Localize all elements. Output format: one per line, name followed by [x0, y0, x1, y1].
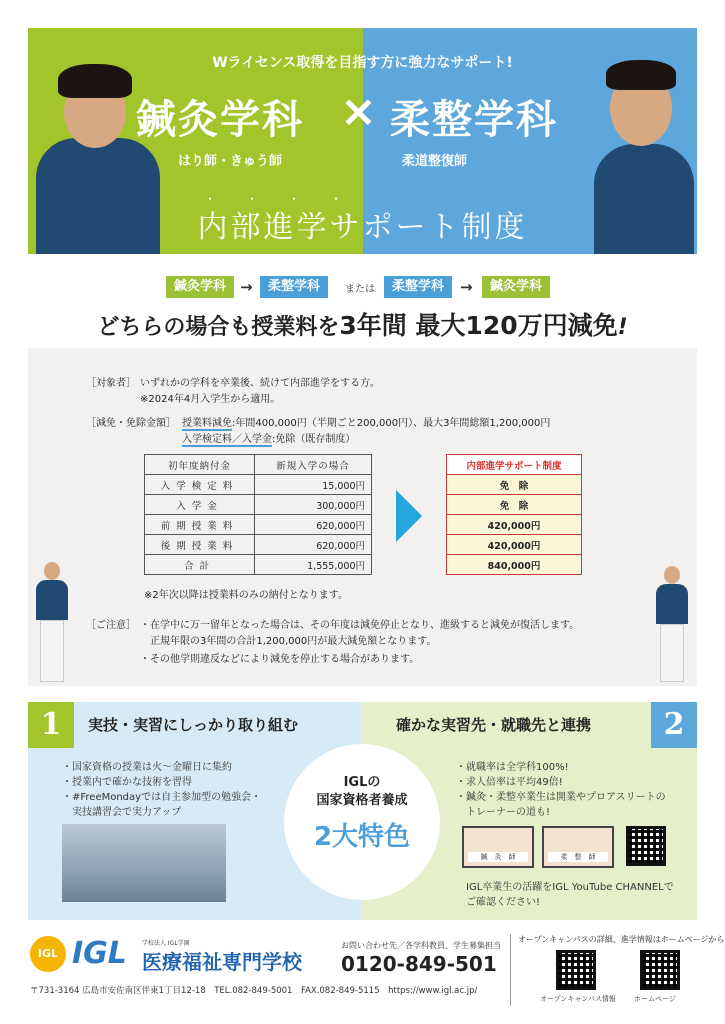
dept-judo-subtitle: 柔道整復師: [402, 154, 468, 169]
arrow-right-icon: [396, 490, 422, 542]
feature-1-number: 1: [28, 702, 74, 748]
path-pill-acupuncture: 鍼灸学科: [166, 276, 234, 298]
dept-acupuncture-title: 鍼灸学科: [136, 97, 304, 143]
practice-class-photo: [62, 824, 226, 902]
feature-1-bullet: ・#FreeMondayでは自主参加型の勉強会・: [62, 792, 262, 803]
contact-label: お問い合わせ先／各学科教員、学生募集担当: [341, 941, 501, 950]
table-row: [447, 495, 582, 515]
support-amount: 420,000円: [447, 515, 582, 535]
feature-2-bullet: トレーナーの道も!: [456, 807, 551, 818]
feature-1-bullet: ・国家資格の授業は火〜金曜日に集約: [62, 762, 232, 773]
qr-caption: オープンキャンパス情報: [540, 995, 616, 1003]
caution-label: ［ご注意］: [86, 620, 136, 631]
student-figure-left: [32, 562, 72, 686]
feature-1-bullet: 実技講習会で実力アップ: [62, 807, 182, 818]
headline-exclaim: !: [617, 315, 628, 340]
caution-line-1b: 正規年限の3年間の合計1,200,000円が最大減免額となります。: [150, 636, 437, 647]
fee-item: 入学検定料: [145, 475, 255, 495]
amount-label: ［減免・免除金額］: [86, 418, 176, 429]
entrance-fee-label: 入学検定料／入学金: [182, 434, 272, 445]
phone-number[interactable]: 0120-849-501: [341, 952, 497, 976]
path-pill-judo: 柔整学科: [384, 276, 452, 298]
table-row: [145, 515, 372, 535]
dept-judo-title: 柔整学科: [390, 97, 558, 143]
fee-item: 合計: [145, 555, 255, 575]
youtube-note: ご確認ください!: [466, 897, 541, 908]
feature-2-bullet: ・就職率は全学科100%!: [456, 762, 569, 773]
footer: [0, 928, 725, 1024]
support-amount: 840,000円: [447, 555, 582, 575]
cross-mark: ×: [340, 86, 377, 137]
open-campus-qr-code[interactable]: [556, 950, 596, 990]
table-row: [145, 535, 372, 555]
support-amount: 免 除: [447, 495, 582, 515]
fee-amount: 300,000円: [255, 495, 372, 515]
table-row: [447, 515, 582, 535]
student-figure-right: [652, 566, 692, 686]
target-text: いずれかの学科を卒業後、続けて内部進学をする方。: [140, 378, 380, 389]
path-or-label: または: [345, 284, 375, 295]
badge-line-3: 2大特色: [313, 822, 411, 852]
video-caption: 鍼 灸 師: [468, 852, 528, 862]
table-row: [145, 475, 372, 495]
dept-acupuncture-subtitle: はり師・きゅう師: [178, 154, 283, 169]
feature-2-title: 確かな実習先・就職先と連携: [396, 716, 592, 734]
school-emblem-icon: IGL: [30, 936, 66, 972]
feature-2-bullet: ・求人倍率は平均49倍!: [456, 777, 563, 788]
youtube-thumbnail-judo[interactable]: [542, 826, 614, 868]
igl-logo: IGL: [72, 936, 127, 971]
school-name: 医療福祉専門学校: [142, 950, 302, 974]
standard-fee-table: [144, 454, 372, 575]
target-label: ［対象者］: [86, 378, 136, 389]
headline-emphasis: 3年間 最大120万円減免: [339, 311, 618, 340]
youtube-thumbnail-acupuncture[interactable]: [462, 826, 534, 868]
feature-1-bullet: ・授業内で確かな技術を習得: [62, 777, 192, 788]
table-header: 初年度納付金: [145, 455, 255, 475]
entrance-fee-detail: :免除（既存制度）: [272, 434, 356, 445]
homepage-note: オープンキャンパスの詳細、進学情報はホームページから: [518, 935, 725, 944]
fee-item: 前期授業料: [145, 515, 255, 535]
amount-line-1: [182, 414, 550, 429]
emphasis-dots: ・・・・: [204, 192, 373, 206]
qr-caption: ホームページ: [634, 995, 676, 1003]
youtube-qr-code[interactable]: [626, 826, 666, 866]
support-fee-table: [446, 454, 582, 575]
fee-item: 後期授業料: [145, 535, 255, 555]
feature-1-title: 実技・実習にしっかり取り組む: [88, 716, 299, 734]
school-corp-name: 学校法人 IGL学園: [142, 940, 190, 947]
caution-line-2: ・その他学則違反などにより減免を停止する場合があります。: [140, 654, 420, 665]
headline-part-1: どちらの場合も授業料を: [97, 315, 340, 340]
support-amount: 420,000円: [447, 535, 582, 555]
table-row: [145, 555, 372, 575]
badge-line-1: IGLの: [343, 775, 381, 790]
payment-note: ※2年次以降は授業料のみの納付となります。: [144, 590, 348, 601]
caution-line-1: ・在学中に万一留年となった場合は、その年度は減免停止となり、進級すると減免が復活します。: [140, 620, 580, 631]
fee-amount: 620,000円: [255, 535, 372, 555]
youtube-note: IGL卒業生の活躍をIGL YouTube CHANNELで: [466, 882, 674, 893]
main-headline: [0, 306, 725, 342]
amount-line-2: [182, 430, 355, 445]
fee-amount: 15,000円: [255, 475, 372, 495]
hero-tagline: Wライセンス取得を目指す方に強力なサポート!: [212, 55, 513, 71]
path-pill-judo: 柔整学科: [260, 276, 328, 298]
divider: [510, 934, 511, 1006]
feature-2-bullet: ・鍼灸・柔整卒業生は開業やプロアスリートの: [456, 792, 666, 803]
feature-2-number: 2: [651, 702, 697, 748]
table-header: 新規入学の場合: [255, 455, 372, 475]
fee-item: 入学金: [145, 495, 255, 515]
table-row: [447, 475, 582, 495]
table-header: 内部進学サポート制度: [447, 455, 582, 475]
table-row: [145, 495, 372, 515]
fee-amount: 1,555,000円: [255, 555, 372, 575]
fee-amount: 620,000円: [255, 515, 372, 535]
target-note: ※2024年4月入学生から適用。: [140, 394, 281, 405]
table-row: [447, 535, 582, 555]
address-line: 〒731-3164 広島市安佐南区伴東1丁目12-18 TEL.082-849-5001 FAX.082-849-5115 https://www.igl.ac.jp/: [30, 986, 478, 996]
support-amount: 免 除: [447, 475, 582, 495]
two-features-badge: [284, 744, 440, 900]
path-arrow-icon: →: [240, 278, 253, 296]
tuition-reduction-label: 授業料減免: [182, 418, 232, 429]
tuition-reduction-detail: :年間400,000円（半期ごと200,000円）、最大3年間総額1,200,000円: [232, 418, 551, 429]
info-panel: [28, 348, 697, 686]
badge-line-2: 国家資格者養成: [316, 793, 408, 808]
homepage-qr-code[interactable]: [640, 950, 680, 990]
advance-path-row: [0, 276, 725, 298]
video-caption: 柔 整 師: [548, 852, 608, 862]
path-arrow-icon: →: [460, 278, 473, 296]
table-row: [447, 555, 582, 575]
hero-banner: [28, 28, 697, 254]
path-pill-acupuncture: 鍼灸学科: [482, 276, 550, 298]
system-title: 内部進学サポート制度: [197, 210, 528, 245]
